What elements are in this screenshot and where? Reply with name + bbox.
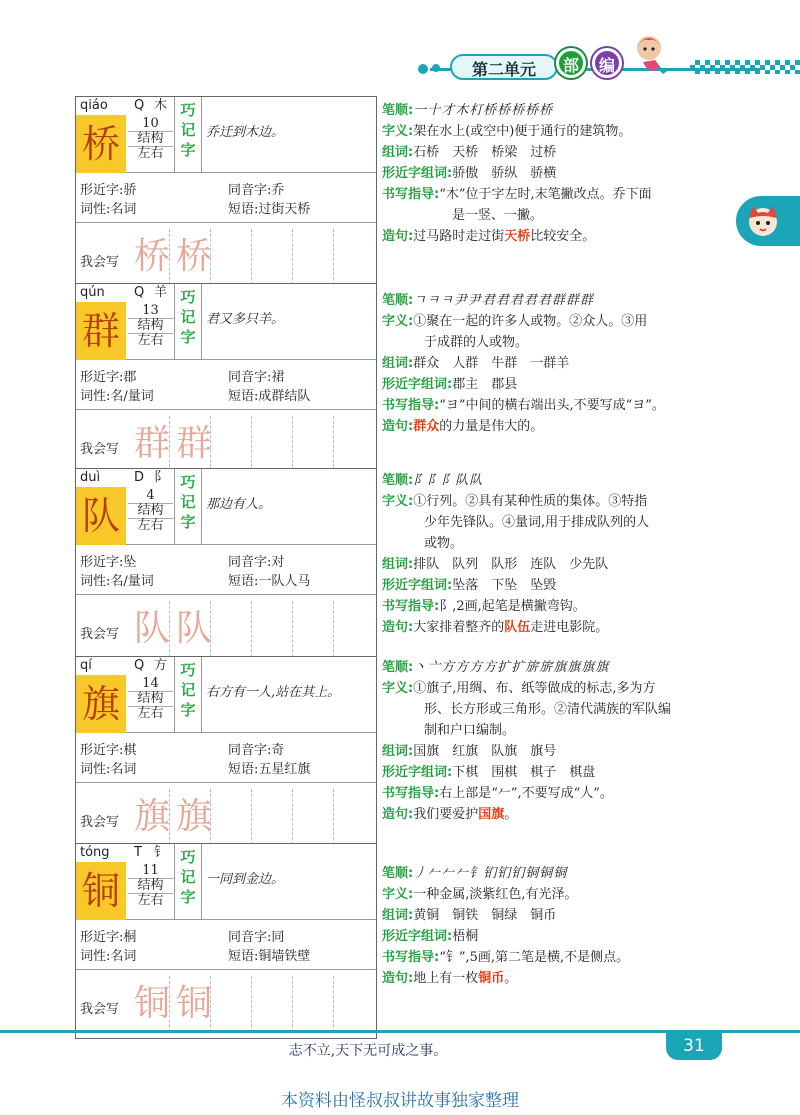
- main-character: 铜: [76, 862, 126, 920]
- grid-cell: [251, 789, 292, 845]
- writing-guide-line: [382, 184, 722, 205]
- qiao-char: 巧: [180, 661, 196, 679]
- grid-cell: [251, 416, 292, 472]
- trace-character: 群: [133, 423, 170, 464]
- phrase: 短语:过街天桥: [228, 202, 311, 217]
- part-of-speech: 词性:名词: [80, 762, 137, 777]
- words-text: 黄铜 铜铁 铜绿 铜币: [413, 908, 557, 923]
- qiao-ji-zi-label: [175, 469, 202, 544]
- sentence-post: 的力量是伟大的。: [439, 419, 544, 434]
- meaning-line: [382, 121, 722, 142]
- card-mid-row: [76, 173, 376, 223]
- character-details: [382, 863, 722, 989]
- qiao-char: 字: [180, 328, 196, 346]
- trace-character: 铜: [175, 983, 212, 1024]
- grid-cell: [175, 229, 251, 285]
- meaning-line: [382, 678, 722, 699]
- similar-char: 形近字:坠: [80, 555, 137, 570]
- writing-practice: [76, 783, 376, 851]
- stroke-order-label: 笔顺:: [382, 473, 414, 488]
- footer-motto: 志不立,天下无可成之事。: [288, 1043, 448, 1059]
- character-details: [382, 470, 722, 638]
- grid-cell: [128, 789, 169, 845]
- part-of-speech: 词性:名词: [80, 202, 137, 217]
- stroke-order-label: 笔顺:: [382, 660, 414, 675]
- words-label: 组词:: [382, 908, 414, 923]
- phrase: 短语:成群结队: [228, 389, 311, 404]
- sentence-post: 。: [504, 971, 518, 986]
- write-label: 我会写: [80, 1002, 120, 1017]
- qiao-char: 巧: [180, 101, 196, 119]
- grid-cell: [292, 601, 333, 657]
- meaning-label: 字义:: [382, 314, 414, 329]
- card-mid-row: [76, 920, 376, 970]
- structure-value: 左右: [137, 706, 164, 721]
- sentence-pre: 大家排着整齐的: [413, 620, 505, 635]
- trace-character: 旗: [175, 796, 212, 837]
- sentence-label: 造句:: [382, 971, 414, 986]
- pinyin-row: [76, 657, 174, 675]
- stroke-order-line: [382, 100, 722, 121]
- writing-practice: [76, 970, 376, 1038]
- sentence-label: 造句:: [382, 229, 414, 244]
- grid-cell: [333, 976, 374, 1032]
- words-line: [382, 554, 722, 575]
- card-top-row: [76, 469, 376, 545]
- meaning-label: 字义:: [382, 494, 414, 509]
- similar-words-text: 骄傲 骄纵 骄横: [452, 166, 557, 181]
- grid-cell: [292, 229, 333, 285]
- similar-char: 形近字:骄: [80, 183, 137, 198]
- radical: 羊: [154, 285, 168, 300]
- writing-guide-label: 书写指导:: [382, 786, 440, 801]
- part-of-speech: 词性:名/量词: [80, 389, 154, 404]
- grid-cell: [292, 416, 333, 472]
- character-details: [382, 100, 722, 247]
- similar-words-line: [382, 163, 722, 184]
- meaning-line: 或物。: [424, 536, 464, 551]
- writing-guide-text: 右上部是“𠂉”,不要写成“人”。: [439, 786, 613, 801]
- writing-guide-label: 书写指导:: [382, 187, 440, 202]
- initial-letter: D: [134, 470, 145, 485]
- grid-cell: [251, 229, 292, 285]
- main-character: 群: [76, 302, 126, 360]
- writing-guide-line: [382, 783, 722, 804]
- header-dot: [418, 64, 428, 74]
- stroke-count: 4: [128, 489, 173, 504]
- grid-cell: [333, 789, 374, 845]
- similar-words-label: 形近字组词:: [382, 377, 453, 392]
- qiao-char: 巧: [180, 473, 196, 491]
- meaning-text: 一种金属,淡紫红色,有光泽。: [413, 887, 578, 902]
- meaning-line: 于成群的人或物。: [424, 335, 529, 350]
- structure-label: 结构: [128, 132, 173, 147]
- qiao-char: 字: [180, 141, 196, 159]
- sentence-post: 走进电影院。: [530, 620, 609, 635]
- sentence-line: [382, 226, 722, 247]
- stroke-structure-box: [128, 864, 173, 908]
- qiao-char: 巧: [180, 288, 196, 306]
- card-mid-row: [76, 545, 376, 595]
- radical: 木: [154, 98, 168, 113]
- char-info: [76, 469, 175, 544]
- qiao-char: 记: [180, 493, 196, 511]
- pinyin: qí: [80, 658, 92, 673]
- writing-grid: [128, 601, 374, 657]
- qiao-char: 字: [180, 513, 196, 531]
- trace-character: 旗: [133, 796, 170, 837]
- words-label: 组词:: [382, 356, 414, 371]
- qiao-ji-zi-label: [175, 657, 202, 732]
- pinyin-row: [76, 284, 174, 302]
- words-text: 排队 队列 队形 连队 少先队: [413, 557, 609, 572]
- similar-words-text: 梧桐: [452, 929, 479, 944]
- page-number: 31: [666, 1032, 722, 1060]
- pinyin: qiáo: [80, 98, 108, 113]
- meaning-text: 架在水上(或空中)便于通行的建筑物。: [413, 124, 632, 139]
- qiao-char: 记: [180, 308, 196, 326]
- grid-cell: [292, 789, 333, 845]
- grid-cell: [333, 416, 374, 472]
- meaning-text: ①旗子,用绸、布、纸等做成的标志,多为方: [413, 681, 656, 696]
- stroke-order: 丿𠂉𠂉𠂉钅钔钔钔铜铜铜: [413, 866, 568, 881]
- meaning-text: ①聚在一起的许多人或物。②众人。③用: [413, 314, 648, 329]
- stroke-order: 丶亠方方方方扩扩旂旂旗旗旗旗: [413, 660, 610, 675]
- trace-character: 铜: [133, 983, 170, 1024]
- sentence-highlight: 队伍: [504, 620, 531, 635]
- char-info: [76, 284, 175, 359]
- similar-char: 形近字:桐: [80, 930, 137, 945]
- stroke-order-line: [382, 863, 722, 884]
- writing-guide-line: [382, 596, 722, 617]
- card-top-row: [76, 844, 376, 920]
- grid-cell: [175, 601, 251, 657]
- trace-character: 桥: [133, 236, 170, 277]
- credit-line: 本资料由怪叔叔讲故事独家整理: [281, 1091, 519, 1111]
- sentence-line: [382, 804, 722, 825]
- phrase: 短语:五星红旗: [228, 762, 311, 777]
- structure-value: 左右: [137, 518, 164, 533]
- character-card: [75, 843, 377, 1039]
- card-mid-row: [76, 360, 376, 410]
- sentence-highlight: 群众: [413, 419, 440, 434]
- structure-label: 结构: [128, 504, 173, 519]
- pinyin: tóng: [80, 845, 110, 860]
- qiao-ji-zi-label: [175, 844, 202, 919]
- words-text: 石桥 天桥 桥梁 过桥: [413, 145, 557, 160]
- meaning-text: ①行列。②具有某种性质的集体。③特指: [413, 494, 648, 509]
- homophone-char: 同音字:裙: [228, 370, 285, 385]
- sentence-highlight: 国旗: [478, 807, 505, 822]
- sentence-label: 造句:: [382, 807, 414, 822]
- initial-letter: Q: [134, 285, 145, 300]
- grid-cell: [292, 976, 333, 1032]
- sentence-pre: 地上有一枚: [413, 971, 479, 986]
- words-label: 组词:: [382, 145, 414, 160]
- stroke-structure-box: [128, 489, 173, 533]
- writing-guide-text: 阝,2画,起笔是横撇弯钩。: [439, 599, 586, 614]
- header-dot: [432, 64, 440, 72]
- writing-grid: [128, 416, 374, 472]
- stroke-count: 10: [128, 117, 173, 132]
- sentence-line: [382, 968, 722, 989]
- words-text: 群众 人群 牛群 一群羊: [413, 356, 570, 371]
- meaning-line: [382, 311, 722, 332]
- writing-guide-line: [382, 947, 722, 968]
- stroke-count: 14: [128, 677, 173, 692]
- grid-cell: [175, 789, 251, 845]
- character-card: [75, 468, 377, 664]
- writing-guide-label: 书写指导:: [382, 398, 440, 413]
- sentence-post: 比较安全。: [530, 229, 596, 244]
- writing-guide-text: “钅”,5画,第二笔是横,不是侧点。: [439, 950, 630, 965]
- similar-words-line: [382, 762, 722, 783]
- similar-words-label: 形近字组词:: [382, 765, 453, 780]
- similar-words-line: [382, 575, 722, 596]
- write-label: 我会写: [80, 255, 120, 270]
- stroke-order: ㄱㅋㅋ尹尹君君君君君群群群: [413, 293, 594, 308]
- words-line: [382, 142, 722, 163]
- pinyin-row: [76, 469, 174, 487]
- grid-cell: [128, 416, 169, 472]
- words-line: [382, 353, 722, 374]
- stroke-count: 13: [128, 304, 173, 319]
- trace-character: 群: [175, 423, 212, 464]
- initial-letter: Q: [134, 658, 145, 673]
- radical: 阝: [154, 470, 168, 485]
- stroke-order-label: 笔顺:: [382, 293, 414, 308]
- grid-cell: [251, 601, 292, 657]
- writing-grid: [128, 229, 374, 285]
- card-top-row: [76, 97, 376, 173]
- writing-guide-label: 书写指导:: [382, 950, 440, 965]
- initial-letter: T: [134, 845, 142, 860]
- similar-words-label: 形近字组词:: [382, 929, 453, 944]
- meaning-label: 字义:: [382, 124, 414, 139]
- writing-practice: [76, 595, 376, 663]
- words-text: 国旗 红旗 队旗 旗号: [413, 744, 557, 759]
- pinyin-row: [76, 97, 174, 115]
- writing-guide-line: [382, 395, 722, 416]
- similar-words-label: 形近字组词:: [382, 578, 453, 593]
- words-line: [382, 741, 722, 762]
- structure-label: 结构: [128, 692, 173, 707]
- grid-cell: [128, 976, 169, 1032]
- pinyin: duì: [80, 470, 101, 485]
- homophone-char: 同音字:奇: [228, 743, 285, 758]
- sentence-highlight: 铜币: [478, 971, 505, 986]
- qiao-char: 字: [180, 701, 196, 719]
- similar-words-text: 下棋 围棋 棋子 棋盘: [452, 765, 596, 780]
- similar-char: 形近字:郡: [80, 370, 137, 385]
- sentence-pre: 我们要爱护: [413, 807, 479, 822]
- qiao-ji-zi-label: [175, 97, 202, 172]
- grid-cell: [333, 601, 374, 657]
- grid-cell: [333, 229, 374, 285]
- sentence-post: 。: [504, 807, 518, 822]
- writing-grid: [128, 976, 374, 1032]
- mnemonic: 右方有一人,站在其上。: [206, 685, 341, 700]
- pinyin: qún: [80, 285, 105, 300]
- structure-value: 左右: [137, 893, 164, 908]
- writing-practice: [76, 223, 376, 291]
- writing-guide-label: 书写指导:: [382, 599, 440, 614]
- sentence-line: [382, 617, 722, 638]
- writing-guide-text: “木”位于字左时,末笔撇改点。乔下面: [439, 187, 652, 202]
- words-label: 组词:: [382, 557, 414, 572]
- meaning-line: 形、长方形或三角形。②清代满族的军队编: [424, 702, 672, 717]
- mnemonic: 君又多只羊。: [206, 312, 285, 327]
- pinyin-row: [76, 844, 174, 862]
- mascot-girl-icon: [625, 30, 673, 78]
- stroke-order-line: [382, 290, 722, 311]
- stroke-order-line: [382, 470, 722, 491]
- stroke-order: 阝阝阝队队: [413, 473, 484, 488]
- write-label: 我会写: [80, 815, 120, 830]
- homophone-char: 同音字:乔: [228, 183, 285, 198]
- main-character: 桥: [76, 115, 126, 173]
- homophone-char: 同音字:同: [228, 930, 285, 945]
- similar-words-line: [382, 926, 722, 947]
- stroke-order-line: [382, 657, 722, 678]
- stroke-structure-box: [128, 304, 173, 348]
- main-character: 队: [76, 487, 126, 545]
- char-info: [76, 844, 175, 919]
- meaning-label: 字义:: [382, 887, 414, 902]
- qiao-char: 记: [180, 681, 196, 699]
- initial-letter: Q: [134, 98, 145, 113]
- card-mid-row: [76, 733, 376, 783]
- grid-cell: [175, 416, 251, 472]
- main-character: 旗: [76, 675, 126, 733]
- grid-cell: [128, 229, 169, 285]
- words-label: 组词:: [382, 744, 414, 759]
- qiao-char: 记: [180, 868, 196, 886]
- stroke-order: 一十才木朾桥桥桥桥桥: [413, 103, 554, 118]
- character-card: [75, 656, 377, 852]
- grid-cell: [128, 601, 169, 657]
- sentence-pre: 过马路时走过街: [413, 229, 505, 244]
- grid-cell: [175, 976, 251, 1032]
- homophone-char: 同音字:对: [228, 555, 285, 570]
- character-card: [75, 283, 377, 479]
- meaning-line: [382, 884, 722, 905]
- unit-title: 第二单元: [471, 60, 536, 79]
- sentence-line: [382, 416, 722, 437]
- writing-guide-text: “ヨ”中间的横右端出头,不要写成“ヨ”。: [439, 398, 665, 413]
- character-card: [75, 96, 377, 292]
- similar-char: 形近字:棋: [80, 743, 137, 758]
- meaning-line: [382, 491, 722, 512]
- similar-words-text: 坠落 下坠 坠毁: [452, 578, 557, 593]
- trace-character: 队: [133, 608, 170, 649]
- structure-label: 结构: [128, 879, 173, 894]
- structure-label: 结构: [128, 319, 173, 334]
- qiao-char: 字: [180, 888, 196, 906]
- stroke-order-label: 笔顺:: [382, 103, 414, 118]
- stroke-order-label: 笔顺:: [382, 866, 414, 881]
- phrase: 短语:铜墙铁壁: [228, 949, 311, 964]
- card-top-row: [76, 657, 376, 733]
- write-label: 我会写: [80, 627, 120, 642]
- radical: 钅: [154, 845, 168, 860]
- structure-value: 左右: [137, 146, 164, 161]
- meaning-label: 字义:: [382, 681, 414, 696]
- mnemonic: 那边有人。: [206, 497, 272, 512]
- grid-cell: [251, 976, 292, 1032]
- radical: 方: [154, 658, 168, 673]
- char-info: [76, 657, 175, 732]
- similar-words-line: [382, 374, 722, 395]
- similar-words-text: 郡主 郡县: [452, 377, 518, 392]
- structure-value: 左右: [137, 333, 164, 348]
- mnemonic: 一同到金边。: [206, 872, 285, 887]
- character-details: [382, 290, 722, 437]
- sentence-label: 造句:: [382, 620, 414, 635]
- character-details: [382, 657, 722, 825]
- part-of-speech: 词性:名词: [80, 949, 137, 964]
- stroke-count: 11: [128, 864, 173, 879]
- qiao-ji-zi-label: [175, 284, 202, 359]
- qiao-char: 记: [180, 121, 196, 139]
- badge-bian: 编: [592, 48, 622, 78]
- write-label: 我会写: [80, 442, 120, 457]
- stroke-structure-box: [128, 117, 173, 161]
- similar-words-label: 形近字组词:: [382, 166, 453, 181]
- writing-guide-line: 是一竖、一撇。: [452, 208, 544, 223]
- words-line: [382, 905, 722, 926]
- part-of-speech: 词性:名/量词: [80, 574, 154, 589]
- writing-grid: [128, 789, 374, 845]
- trace-character: 队: [175, 608, 212, 649]
- badge-bu: 部: [556, 48, 586, 78]
- trace-character: 桥: [175, 236, 212, 277]
- meaning-line: 制和户口编制。: [424, 723, 516, 738]
- phrase: 短语:一队人马: [228, 574, 311, 589]
- sentence-highlight: 天桥: [504, 229, 531, 244]
- side-mascot-icon: [744, 202, 782, 240]
- card-top-row: [76, 284, 376, 360]
- meaning-line: 少年先锋队。④量词,用于排成队列的人: [424, 515, 650, 530]
- qiao-char: 巧: [180, 848, 196, 866]
- stroke-structure-box: [128, 677, 173, 721]
- sentence-label: 造句:: [382, 419, 414, 434]
- header-checker-pattern: [690, 60, 800, 74]
- char-info: [76, 97, 175, 172]
- mnemonic: 乔迁到木边。: [206, 125, 285, 140]
